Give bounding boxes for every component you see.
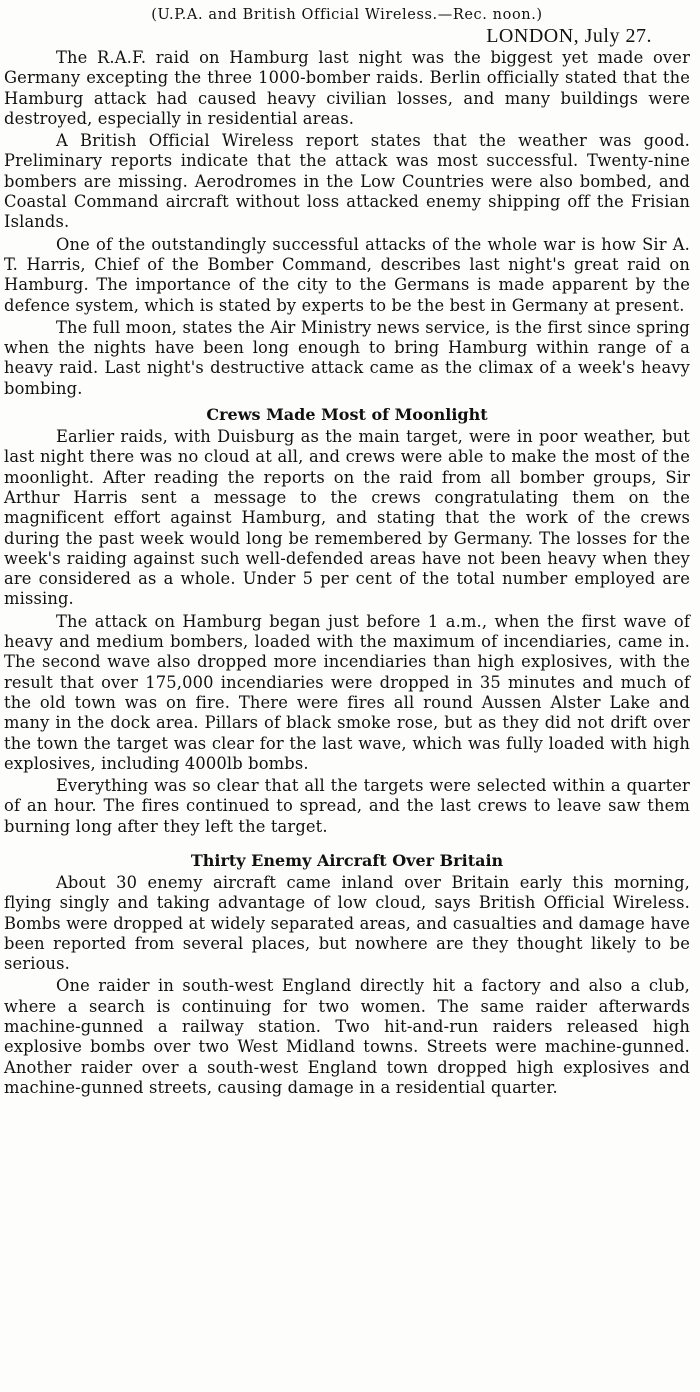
subheading-enemy-aircraft: Thirty Enemy Aircraft Over Britain (190, 850, 504, 870)
paragraph-attack-details: The attack on Hamburg began just before 1 a.m., when the first wave of heavy and medium bombers, loaded with the maximum of incendiaries, came in. The second wave also dropped more incendiaries than high explosives, with the result that over 175,000 incendiaries were dropped in 35 minutes and much of the old town was on fire. There were fires all round Aussen Alster Lake and many in the dock area. Pillars of black smoke rose, but as they did not drift over the town the target was clear for the last wave, which was fully loaded with high explosives, including 4000lb bombs. (4, 611, 690, 773)
paragraph-south-west-raider: One raider in south-west England directly hit a factory and also a club, where a search is continuing for two women. The same raider afterwards machine-gunned a railway station. Two hit-and-run raiders released high explosive bombs over two West Midland towns. Streets were machine-gunned. Another raider over a south-west England town dropped high explosives and machine-gunned streets, causing damage in a residential quarter. (4, 976, 690, 1097)
subheading-moonlight: Crews Made Most of Moonlight (206, 405, 488, 425)
paragraph-raid-summary: The R.A.F. raid on Hamburg last night was the biggest yet made over Germany excepting the three 1000-bomber raids. Berlin officially stated that the Hamburg attack had caused heavy civilian losses, and many buildings were destroyed, especially in residential areas. (4, 48, 690, 128)
wire-source-line: (U.P.A. and British Official Wireless.—Rec. noon.) (151, 7, 543, 23)
paragraph-harris-quote: One of the outstandingly successful attacks of the whole war is how Sir A. T. Harris, Chief of the Bomber Command, describes last night's great raid on Hamburg. The importance of the city to the Germans is made apparent by the defence system, which is stated by experts to be the best in Germany at present. (4, 234, 690, 315)
paragraph-earlier-raids: Earlier raids, with Duisburg as the main target, were in poor weather, but last night there was no cloud at all, and crews were able to make the most of the moonlight. After reading the reports on the raid from all bomber groups, Sir Arthur Harris sent a message to the crews congratulating them on the magnificent effort against Hamburg, and stating that the work of the crews during the past week would long be remembered by Germany. The losses for the week's raiding against such well-defended areas have not been heavy when they are considered as a whole. Under 5 per cent of the total number employed are missing. (4, 427, 690, 609)
paragraph-official-report: A British Official Wireless report states that the weather was good. Preliminary reports indicate that the attack was most successful. Twenty-nine bombers are missing. Aerodromes in the Low Countries were also bombed, and Coastal Command aircraft without loss attacked enemy shipping off the Frisian Islands. (4, 131, 690, 232)
paragraph-enemy-raid: About 30 enemy aircraft came inland over Britain early this morning, flying singly and taking advantage of low cloud, says British Official Wireless. Bombs were dropped at widely separated areas, and casualties and damage have been reported from several places, but nowhere are they thought likely to be serious. (4, 872, 690, 974)
paragraph-targets-selected: Everything was so clear that all the targets were selected within a quarter of an hour. The fires continued to spread, and the last crews to leave saw them burning long after they left the target. (4, 776, 690, 836)
paragraph-full-moon: The full moon, states the Air Ministry news service, is the first since spring when the nights have been long enough to bring Hamburg within range of a heavy raid. Last night's destructive attack came as the climax of a week's heavy bombing. (4, 317, 690, 398)
dateline: LONDON, July 27. (486, 25, 652, 47)
